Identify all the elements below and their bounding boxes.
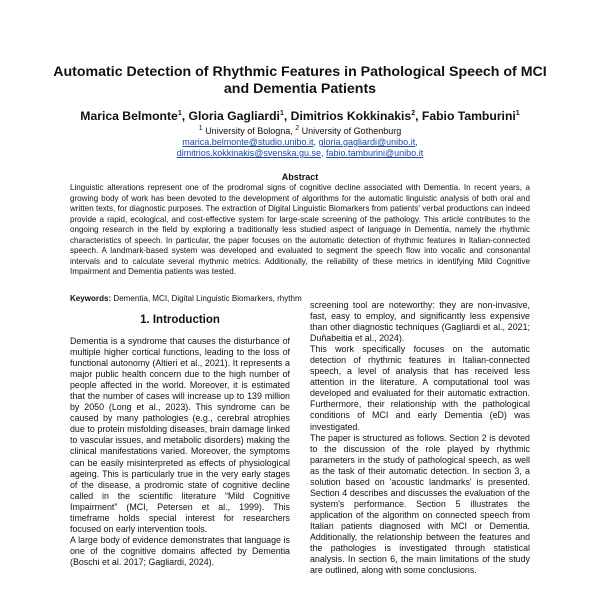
author-list: Marica Belmonte$^1$, Gloria Gagliardi$^1$, Dimitrios Kokkinakis$^2$, Fabio Tamburini$^1$ — [80, 109, 520, 123]
keywords-label: Keywords: — [70, 294, 112, 303]
affiliations: $^1$ University of Bologna, $^2$ University of Gothenburg — [198, 125, 402, 136]
affiliation-name: University of Bologna — [205, 126, 291, 136]
paragraph: screening tool are noteworthy: they are non-invasive, fast, easy to employ, and significantly less expensive than other diagnostic techniques (Gagliardi et al., 2021; Duñabeitia et al., 2024). — [310, 300, 530, 344]
author-name: Marica Belmonte — [80, 109, 178, 123]
keywords-text: Dementia, MCI, Digital Linguistic Biomarkers, rhythm — [113, 294, 302, 303]
author-emails: marica.belmonte@studio.unibo.it, gloria.gagliardi@unibo.it, dimitrios.kokkinakis@svenska.gu.se, fabio.tamburini@unibo.it — [176, 137, 424, 158]
left-column — [70, 336, 290, 568]
affil-mark: 1 — [198, 125, 203, 132]
abstract-text: Linguistic alterations represent one of the prodromal signs of cognitive decline associated with Dementia. In recent years, a growing body of work has been devoted to the development of algorithms for the automatic linguistic analysis of both oral and written texts, for diagnostic purposes. The extraction of Digital Linguistic Biomarkers from patients' verbal productions can indeed provide a rapid, ecological, and cost-effective system for large-scale screening of the pathology. This article contributes to the ongoing research in the field by exploring a traditionally less studied aspect of language in Dementia, namely the rhythmic characteristics of speech. In particular, the paper focuses on the automatic detection of rhythmic features in Italian-connected speech. A landmark-based system was developed and evaluated to segment the speech flow into vocalic and consonantal intervals and to calculate several rhythmic metrics. Additionally, the reliability of these metrics in identifying Mild Cognitive Impairment and Dementia patients was tested. — [70, 183, 530, 276]
paragraph: This work specifically focuses on the automatic detection of rhythmic features in Italian-connected speech, a level of analysis that has received less attention in the literature. A computational tool was developed and evaluated for their automatic extraction. Furthermore, their relationship with the pathological conditions of MCI and early Dementia (eD) was investigated. — [310, 344, 530, 432]
email-link[interactable]: dimitrios.kokkinakis@svenska.gu.se — [176, 148, 321, 158]
author-affil-mark: 2 — [411, 109, 416, 117]
right-column — [310, 300, 530, 576]
author-affil-mark: 1 — [515, 109, 520, 117]
paper-title — [40, 64, 560, 98]
author-affil-mark: 1 — [177, 109, 182, 117]
abstract-heading: Abstract — [281, 172, 319, 182]
affiliation-name: University of Gothenburg — [301, 126, 402, 136]
author-name: Gloria Gagliardi — [188, 109, 280, 123]
author-name: Fabio Tamburini — [421, 109, 516, 123]
title-line-1: Automatic Detection of Rhythmic Features in Pathological Speech of MCI — [53, 64, 547, 80]
title-line-2: and Dementia Patients — [223, 81, 377, 97]
author-affil-mark: 1 — [279, 109, 284, 117]
paragraph: A large body of evidence demonstrates that language is one of the cognitive domains affected by Dementia (Boschi et al. 2017; Gagliardi, 2024). — [70, 534, 290, 567]
author-name: Dimitrios Kokkinakis — [290, 109, 412, 123]
paragraph: Dementia is a syndrome that causes the disturbance of multiple higher cortical functions, leading to the loss of functional autonomy (Altieri et al., 2021). It represents a major public health concern due to the high number of people affected in the world. Moreover, it is estimated that the number of cases will increase up to 139 million by 2050 (Long et al., 2023). This syndrome can be caused by many pathologies (e.g., cerebral atrophies due to protein misfolding diseases, brain damage linked to vascular issues, and metabolic disorders) making the clinical manifestations varied. Moreover, the symptoms can be easily misinterpreted as effects of physiological ageing. This is particularly true in the very early stages of the disease, a prodromic state of cognitive decline called in the scientific literature “Mild Cognitive Impairment” (MCI, Petersen et al., 1999). This timeframe holds special interest for researchers focused on early intervention tools. — [70, 336, 290, 534]
email-link[interactable]: fabio.tamburini@unibo.it — [326, 148, 424, 158]
affil-mark: 2 — [295, 125, 300, 132]
paragraph: The paper is structured as follows. Section 2 is devoted to the discussion of the role played by rhythmic parameters in the study of pathological speech, as well as the task of their automatic detection. In section 3, a solution based on 'acoustic landmarks' is presented. Section 4 describes and discusses the evaluation of the system's performance. Section 5 illustrates the application of the algorithm on connected speech from Italian patients diagnosed with MCI or Dementia. Additionally, the relationship between the features and the pathologies is investigated through statistical analysis. In section 6, the main limitations of the study are outlined, along with some conclusions. — [310, 432, 530, 576]
section-heading-introduction: 1. Introduction — [140, 314, 220, 326]
email-link[interactable]: marica.belmonte@studio.unibo.it — [182, 137, 314, 147]
email-link[interactable]: gloria.gagliardi@unibo.it — [318, 137, 416, 147]
